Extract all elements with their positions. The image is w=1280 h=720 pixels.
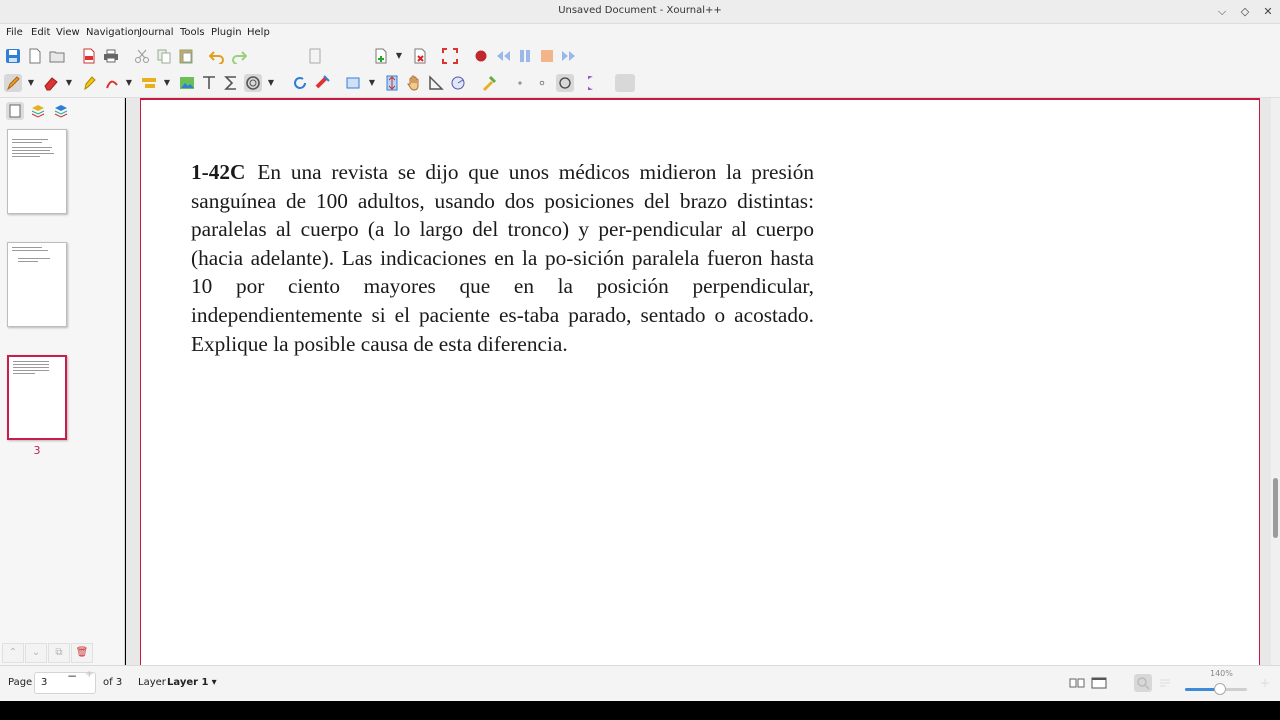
pen-icon[interactable] [4,74,22,92]
page-decrement-button[interactable]: − [67,669,78,683]
hand-icon[interactable] [405,74,423,92]
delete-page-icon[interactable] [411,47,429,65]
rectangle-icon[interactable] [344,74,362,92]
insert-page-dropdown-icon[interactable]: ▼ [395,51,403,60]
image-icon[interactable] [178,74,196,92]
menu-bar [0,24,1280,44]
page-count: of 3 [103,677,123,688]
screen-bottom-edge [0,701,1280,720]
vertical-space-tool-icon[interactable] [383,74,401,92]
rewind-icon[interactable] [494,47,512,65]
menu-plugin[interactable]: Plugin [211,27,242,38]
layer-selector[interactable]: Layer 1 ▾ [167,677,217,688]
page-label: Page [8,677,33,688]
tools-toolbar [0,70,1280,98]
fullscreen-icon[interactable] [441,47,459,65]
insert-page-icon[interactable] [372,47,390,65]
document-canvas[interactable] [126,98,1271,665]
paired-pages-icon[interactable] [1068,674,1086,692]
grid-snap-icon[interactable] [313,74,331,92]
page-increment-button[interactable]: + [85,669,94,680]
save-icon[interactable] [4,47,22,65]
active-page-number: 3 [33,444,41,457]
open-folder-icon[interactable] [48,47,66,65]
medium-stroke-icon[interactable] [537,74,547,92]
latex-icon[interactable] [222,74,240,92]
presentation-mode-icon[interactable] [1090,674,1108,692]
record-icon[interactable] [472,47,490,65]
text-tool-icon[interactable] [200,74,218,92]
page-preview-tab-icon[interactable] [6,102,24,120]
rotation-snap-icon[interactable] [291,74,309,92]
print-icon[interactable] [102,47,120,65]
status-bar [0,665,1280,701]
layer-preview-tab-icon[interactable] [52,102,70,120]
problem-text: En una revista se dijo que unos médicos midieron la presión sanguínea de 100 adultos, usando dos posiciones del brazo distintas: paralelas al cuerpo (a lo largo del tronco) y per-pendicular al cuerpo (hacia adelante). Las indicaciones en la po-sición paralela fueron hasta 10 por ciento mayores que en la posición perpendicular, independientemente si el paciente es-taba parado, sentado o acostado. Explique la posible causa de esta diferencia. [191,160,814,356]
zoom-level: 140% [1210,669,1233,678]
redo-icon[interactable] [230,47,248,65]
shape-dropdown-icon[interactable]: ▼ [267,78,275,87]
move-page-up-icon[interactable]: ⌃ [2,643,24,663]
move-page-down-icon[interactable]: ⌄ [25,643,47,663]
vertical-space-icon[interactable] [140,74,158,92]
highlighter-icon[interactable] [80,74,98,92]
paste-icon[interactable] [177,47,195,65]
zoom-100-icon[interactable] [1156,674,1174,692]
fast-forward-icon[interactable] [560,47,578,65]
window-title: Unsaved Document - Xournal++ [558,5,722,16]
color-black-selected[interactable] [615,74,635,92]
export-pdf-icon[interactable] [80,47,98,65]
zoom-slider-handle[interactable] [1214,683,1226,695]
menu-journal[interactable]: Journal [139,27,174,38]
stop-icon[interactable] [538,47,556,65]
space-dropdown-icon[interactable]: ▼ [163,78,171,87]
thin-stroke-icon[interactable] [515,74,525,92]
layer-tab-icon[interactable] [29,102,47,120]
title-bar [0,0,1280,24]
select-dropdown-icon[interactable]: ▼ [125,78,133,87]
fill-icon[interactable] [587,74,605,92]
sidebar [0,98,125,665]
scrollbar-thumb[interactable] [1273,478,1278,538]
menu-edit[interactable]: Edit [31,27,51,38]
problem-id: 1-42C [191,160,246,184]
eraser-icon[interactable] [42,74,60,92]
setsquare-icon[interactable] [427,74,445,92]
shape-recognizer-icon[interactable] [244,74,262,92]
draw-shape-dropdown-icon[interactable]: ▼ [368,78,376,87]
page-thumbnail-3[interactable] [7,355,67,440]
minimize-icon[interactable]: ⌵ [1217,5,1227,18]
compass-icon[interactable] [449,74,467,92]
menu-help[interactable]: Help [247,27,270,38]
undo-icon[interactable] [208,47,226,65]
close-icon[interactable]: ✕ [1263,5,1273,18]
cut-icon[interactable] [133,47,151,65]
copy-page-icon[interactable]: ⧉ [48,643,70,663]
menu-view[interactable]: View [56,27,80,38]
page-thumbnail-2[interactable] [7,242,67,327]
delete-page-button-icon[interactable]: 🗑 [71,643,93,663]
toolbox-icon[interactable] [480,74,498,92]
thick-stroke-icon[interactable] [556,74,574,92]
layer-label: Layer [138,677,166,688]
page-number-input[interactable]: 3 [34,672,96,694]
pen-dropdown-icon[interactable]: ▼ [27,78,35,87]
vertical-scrollbar[interactable] [1271,98,1280,665]
select-region-icon[interactable] [103,74,121,92]
menu-tools[interactable]: Tools [180,27,205,38]
document-page[interactable] [140,98,1260,665]
eraser-dropdown-icon[interactable]: ▼ [65,78,73,87]
menu-file[interactable]: File [6,27,23,38]
new-document-icon[interactable] [26,47,44,65]
copy-icon[interactable] [155,47,173,65]
page-thumbnail-1[interactable] [7,129,67,214]
zoom-fit-icon[interactable] [1134,674,1152,692]
sidebar-page-actions [0,643,95,663]
search-pdf-icon[interactable] [306,47,324,65]
page-content [191,158,814,358]
main-toolbar [0,44,1280,70]
pause-icon[interactable] [516,47,534,65]
maximize-icon[interactable]: ◇ [1240,5,1250,18]
menu-navigation[interactable]: Navigation [86,27,140,38]
zoom-in-icon[interactable] [1256,674,1274,692]
